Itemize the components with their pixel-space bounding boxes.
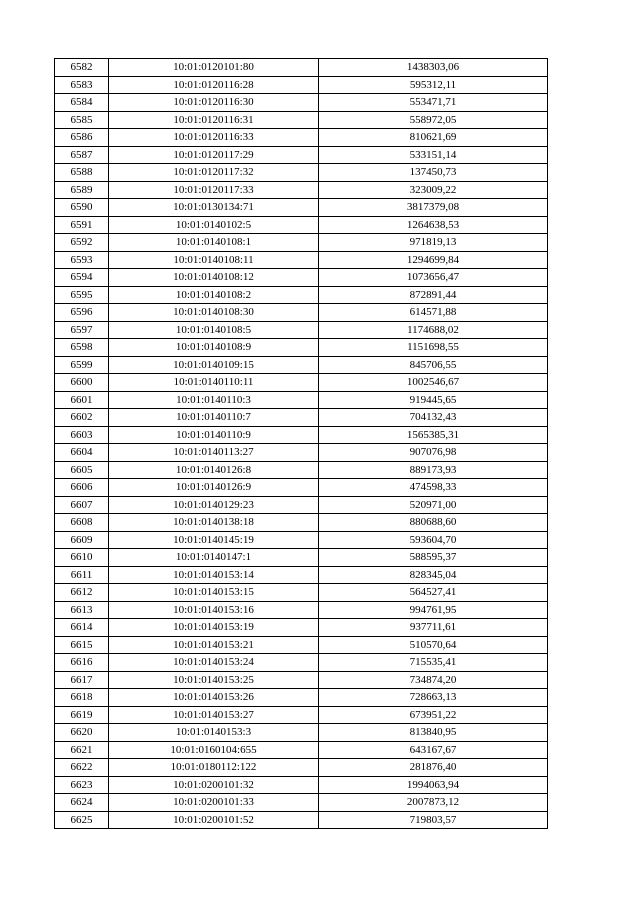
cadastral-number-cell: 10:01:0140113:27 [109, 444, 319, 462]
row-number-cell: 6595 [55, 286, 109, 304]
cadastral-number-cell: 10:01:0200101:32 [109, 776, 319, 794]
cadastral-value-cell: 553471,71 [319, 94, 548, 112]
cadastral-value-cell: 323009,22 [319, 181, 548, 199]
row-number-cell: 6593 [55, 251, 109, 269]
table-row [55, 759, 548, 777]
row-number-cell: 6601 [55, 391, 109, 409]
row-number-cell: 6604 [55, 444, 109, 462]
row-number-cell: 6609 [55, 531, 109, 549]
table-row [55, 601, 548, 619]
cadastral-number-cell: 10:01:0140153:19 [109, 619, 319, 637]
cadastral-number-cell: 10:01:0140138:18 [109, 514, 319, 532]
table-row [55, 164, 548, 182]
cadastral-number-cell: 10:01:0140108:12 [109, 269, 319, 287]
table-row [55, 111, 548, 129]
cadastral-number-cell: 10:01:0200101:33 [109, 794, 319, 812]
cadastral-number-cell: 10:01:0140153:24 [109, 654, 319, 672]
cadastral-value-cell: 719803,57 [319, 811, 548, 829]
table-row [55, 304, 548, 322]
cadastral-value-cell: 937711,61 [319, 619, 548, 637]
cadastral-number-cell: 10:01:0180112:122 [109, 759, 319, 777]
row-number-cell: 6620 [55, 724, 109, 742]
cadastral-value-cell: 1294699,84 [319, 251, 548, 269]
cadastral-value-cell: 564527,41 [319, 584, 548, 602]
cadastral-number-cell: 10:01:0140153:3 [109, 724, 319, 742]
table-row [55, 689, 548, 707]
cadastral-number-cell: 10:01:0120116:31 [109, 111, 319, 129]
row-number-cell: 6588 [55, 164, 109, 182]
cadastral-value-cell: 704132,43 [319, 409, 548, 427]
row-number-cell: 6614 [55, 619, 109, 637]
cadastral-number-cell: 10:01:0120117:33 [109, 181, 319, 199]
table-row [55, 339, 548, 357]
table-row [55, 286, 548, 304]
row-number-cell: 6607 [55, 496, 109, 514]
row-number-cell: 6583 [55, 76, 109, 94]
cadastral-number-cell: 10:01:0140145:19 [109, 531, 319, 549]
cadastral-number-cell: 10:01:0140110:9 [109, 426, 319, 444]
table-row [55, 94, 548, 112]
row-number-cell: 6617 [55, 671, 109, 689]
table-row [55, 76, 548, 94]
row-number-cell: 6622 [55, 759, 109, 777]
table-row [55, 444, 548, 462]
cadastral-value-cell: 614571,88 [319, 304, 548, 322]
table-row [55, 251, 548, 269]
cadastral-number-cell: 10:01:0140108:11 [109, 251, 319, 269]
cadastral-number-cell: 10:01:0140153:27 [109, 706, 319, 724]
cadastral-number-cell: 10:01:0140108:2 [109, 286, 319, 304]
cadastral-value-cell: 593604,70 [319, 531, 548, 549]
row-number-cell: 6596 [55, 304, 109, 322]
cadastral-value-cell: 510570,64 [319, 636, 548, 654]
cadastral-value-cell: 1002546,67 [319, 374, 548, 392]
row-number-cell: 6610 [55, 549, 109, 567]
cadastral-value-table [54, 58, 548, 829]
table-row [55, 636, 548, 654]
table-row [55, 59, 548, 77]
row-number-cell: 6591 [55, 216, 109, 234]
cadastral-number-cell: 10:01:0120117:29 [109, 146, 319, 164]
table-row [55, 216, 548, 234]
table-row [55, 811, 548, 829]
cadastral-number-cell: 10:01:0120116:30 [109, 94, 319, 112]
table-row [55, 409, 548, 427]
table-row [55, 776, 548, 794]
cadastral-number-cell: 10:01:0140129:23 [109, 496, 319, 514]
cadastral-value-cell: 810621,69 [319, 129, 548, 147]
row-number-cell: 6625 [55, 811, 109, 829]
cadastral-value-cell: 889173,93 [319, 461, 548, 479]
cadastral-number-cell: 10:01:0140110:7 [109, 409, 319, 427]
cadastral-number-cell: 10:01:0200101:52 [109, 811, 319, 829]
cadastral-value-cell: 813840,95 [319, 724, 548, 742]
cadastral-value-cell: 1151698,55 [319, 339, 548, 357]
table-row [55, 584, 548, 602]
row-number-cell: 6618 [55, 689, 109, 707]
cadastral-value-cell: 137450,73 [319, 164, 548, 182]
cadastral-value-cell: 880688,60 [319, 514, 548, 532]
cadastral-number-cell: 10:01:0140108:5 [109, 321, 319, 339]
table-row [55, 531, 548, 549]
row-number-cell: 6599 [55, 356, 109, 374]
table-row [55, 654, 548, 672]
cadastral-number-cell: 10:01:0130134:71 [109, 199, 319, 217]
cadastral-value-cell: 558972,05 [319, 111, 548, 129]
row-number-cell: 6597 [55, 321, 109, 339]
cadastral-value-cell: 281876,40 [319, 759, 548, 777]
table-row [55, 269, 548, 287]
row-number-cell: 6613 [55, 601, 109, 619]
table-row [55, 724, 548, 742]
cadastral-value-cell: 728663,13 [319, 689, 548, 707]
cadastral-number-cell: 10:01:0140108:1 [109, 234, 319, 252]
row-number-cell: 6611 [55, 566, 109, 584]
cadastral-number-cell: 10:01:0140108:9 [109, 339, 319, 357]
table-row [55, 234, 548, 252]
row-number-cell: 6605 [55, 461, 109, 479]
cadastral-value-cell: 520971,00 [319, 496, 548, 514]
row-number-cell: 6598 [55, 339, 109, 357]
table-body [55, 59, 548, 829]
cadastral-value-cell: 533151,14 [319, 146, 548, 164]
cadastral-number-cell: 10:01:0140108:30 [109, 304, 319, 322]
row-number-cell: 6615 [55, 636, 109, 654]
table-row [55, 549, 548, 567]
row-number-cell: 6612 [55, 584, 109, 602]
row-number-cell: 6624 [55, 794, 109, 812]
cadastral-value-cell: 1565385,31 [319, 426, 548, 444]
cadastral-value-cell: 643167,67 [319, 741, 548, 759]
row-number-cell: 6585 [55, 111, 109, 129]
table-row [55, 181, 548, 199]
row-number-cell: 6590 [55, 199, 109, 217]
cadastral-value-cell: 919445,65 [319, 391, 548, 409]
row-number-cell: 6594 [55, 269, 109, 287]
cadastral-number-cell: 10:01:0120116:33 [109, 129, 319, 147]
row-number-cell: 6608 [55, 514, 109, 532]
cadastral-value-cell: 994761,95 [319, 601, 548, 619]
table-row [55, 129, 548, 147]
row-number-cell: 6582 [55, 59, 109, 77]
row-number-cell: 6619 [55, 706, 109, 724]
table-row [55, 514, 548, 532]
table-row [55, 321, 548, 339]
row-number-cell: 6621 [55, 741, 109, 759]
cadastral-value-cell: 828345,04 [319, 566, 548, 584]
table-row [55, 671, 548, 689]
cadastral-value-cell: 715535,41 [319, 654, 548, 672]
cadastral-value-cell: 1264638,53 [319, 216, 548, 234]
cadastral-number-cell: 10:01:0140109:15 [109, 356, 319, 374]
cadastral-value-cell: 3817379,08 [319, 199, 548, 217]
cadastral-value-cell: 845706,55 [319, 356, 548, 374]
cadastral-value-cell: 673951,22 [319, 706, 548, 724]
cadastral-value-cell: 971819,13 [319, 234, 548, 252]
cadastral-number-cell: 10:01:0140153:21 [109, 636, 319, 654]
row-number-cell: 6603 [55, 426, 109, 444]
table-row [55, 199, 548, 217]
cadastral-value-cell: 907076,98 [319, 444, 548, 462]
cadastral-number-cell: 10:01:0120101:80 [109, 59, 319, 77]
row-number-cell: 6586 [55, 129, 109, 147]
cadastral-number-cell: 10:01:0140153:25 [109, 671, 319, 689]
row-number-cell: 6606 [55, 479, 109, 497]
table-row [55, 426, 548, 444]
table-row [55, 146, 548, 164]
cadastral-number-cell: 10:01:0140102:5 [109, 216, 319, 234]
cadastral-value-cell: 474598,33 [319, 479, 548, 497]
cadastral-number-cell: 10:01:0140126:9 [109, 479, 319, 497]
cadastral-number-cell: 10:01:0140110:3 [109, 391, 319, 409]
table-row [55, 566, 548, 584]
table-row [55, 794, 548, 812]
row-number-cell: 6616 [55, 654, 109, 672]
row-number-cell: 6587 [55, 146, 109, 164]
cadastral-value-cell: 1438303,06 [319, 59, 548, 77]
cadastral-number-cell: 10:01:0120117:32 [109, 164, 319, 182]
table-row [55, 461, 548, 479]
row-number-cell: 6584 [55, 94, 109, 112]
table-row [55, 356, 548, 374]
table-row [55, 479, 548, 497]
cadastral-value-cell: 588595,37 [319, 549, 548, 567]
cadastral-value-cell: 1174688,02 [319, 321, 548, 339]
row-number-cell: 6600 [55, 374, 109, 392]
cadastral-value-cell: 1073656,47 [319, 269, 548, 287]
table-row [55, 741, 548, 759]
cadastral-value-cell: 2007873,12 [319, 794, 548, 812]
row-number-cell: 6602 [55, 409, 109, 427]
cadastral-value-cell: 872891,44 [319, 286, 548, 304]
cadastral-number-cell: 10:01:0140153:26 [109, 689, 319, 707]
table-row [55, 374, 548, 392]
table-row [55, 619, 548, 637]
document-page [54, 58, 548, 829]
row-number-cell: 6589 [55, 181, 109, 199]
cadastral-number-cell: 10:01:0160104:655 [109, 741, 319, 759]
table-row [55, 706, 548, 724]
cadastral-number-cell: 10:01:0140147:1 [109, 549, 319, 567]
cadastral-number-cell: 10:01:0140153:15 [109, 584, 319, 602]
cadastral-value-cell: 1994063,94 [319, 776, 548, 794]
row-number-cell: 6592 [55, 234, 109, 252]
cadastral-number-cell: 10:01:0140110:11 [109, 374, 319, 392]
cadastral-number-cell: 10:01:0140126:8 [109, 461, 319, 479]
table-row [55, 496, 548, 514]
row-number-cell: 6623 [55, 776, 109, 794]
cadastral-number-cell: 10:01:0120116:28 [109, 76, 319, 94]
cadastral-value-cell: 734874,20 [319, 671, 548, 689]
cadastral-number-cell: 10:01:0140153:16 [109, 601, 319, 619]
cadastral-value-cell: 595312,11 [319, 76, 548, 94]
cadastral-number-cell: 10:01:0140153:14 [109, 566, 319, 584]
table-row [55, 391, 548, 409]
